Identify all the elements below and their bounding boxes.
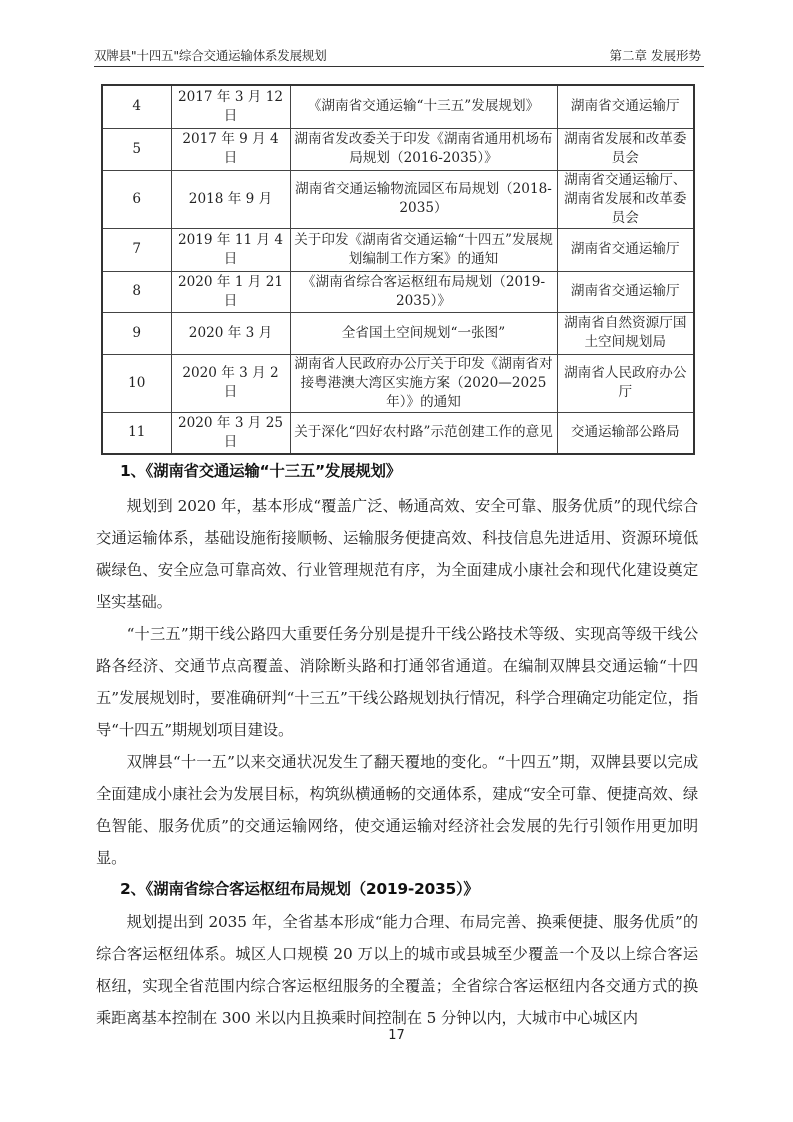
table-row — [102, 412, 694, 454]
row-date: 2020 年 3 月 — [171, 312, 290, 354]
body-paragraph: 规划到 2020 年，基本形成“覆盖广泛、畅通高效、安全可靠、服务优质”的现代综合交通运输体系，基础设施衔接顺畅、运输服务便捷高效、科技信息先进适用、资源环境低碳绿色、安全应急可靠高效、行业管理规范有序，为全面建成小康社会和现代化建设奠定坚实基础。 — [96, 497, 698, 611]
planning-documents-table — [101, 84, 695, 455]
page-number: 17 — [388, 1028, 405, 1043]
table-row — [102, 271, 694, 312]
section-heading: 1、《湖南省交通运输“十三五”发展规划》 — [120, 462, 401, 480]
row-number: 4 — [102, 85, 171, 128]
body-paragraph: 双牌县“十一五”以来交通状况发生了翻天覆地的变化。“十四五”期，双牌县要以完成全面建成小康社会为发展目标，构筑纵横通畅的交通体系，建成“安全可靠、便捷高效、绿色智能、服务优质”的交通运输网络，使交通运输对经济社会发展的先行引领作用更加明显。 — [96, 753, 698, 867]
row-number: 6 — [102, 170, 171, 228]
running-header-chapter: 第二章 发展形势 — [609, 48, 701, 63]
running-header-title: 双牌县"十四五"综合交通运输体系发展规划 — [94, 48, 327, 63]
header-divider — [94, 66, 704, 67]
table-row — [102, 85, 694, 128]
row-title: 湖南省发改委关于印发《湖南省通用机场布局规划（2016-2035）》 — [290, 128, 557, 170]
row-title: 湖南省交通运输物流园区布局规划（2018-2035） — [290, 170, 557, 228]
row-number: 11 — [102, 412, 171, 454]
row-issuer: 湖南省交通运输厅 — [557, 228, 694, 271]
row-issuer: 湖南省发展和改革委员会 — [557, 128, 694, 170]
row-date: 2019 年 11 月 4 日 — [171, 228, 290, 271]
table-row — [102, 128, 694, 170]
row-issuer: 湖南省自然资源厅国土空间规划局 — [557, 312, 694, 354]
row-issuer: 湖南省交通运输厅、湖南省发展和改革委员会 — [557, 170, 694, 228]
table-row — [102, 354, 694, 412]
row-issuer: 湖南省交通运输厅 — [557, 271, 694, 312]
row-title: 关于深化“四好农村路”示范创建工作的意见 — [290, 412, 557, 454]
row-title: 全省国土空间规划“一张图” — [290, 312, 557, 354]
row-number: 8 — [102, 271, 171, 312]
row-date: 2020 年 3 月 25 日 — [171, 412, 290, 454]
row-date: 2018 年 9 月 — [171, 170, 290, 228]
row-title: 《湖南省综合客运枢纽布局规划（2019-2035）》 — [290, 271, 557, 312]
row-title: 关于印发《湖南省交通运输“十四五”发展规划编制工作方案》的通知 — [290, 228, 557, 271]
table-row — [102, 170, 694, 228]
row-date: 2020 年 1 月 21 日 — [171, 271, 290, 312]
section-heading: 2、《湖南省综合客运枢纽布局规划（2019-2035）》 — [120, 880, 479, 898]
row-number: 10 — [102, 354, 171, 412]
row-issuer: 湖南省交通运输厅 — [557, 85, 694, 128]
row-title: 湖南省人民政府办公厅关于印发《湖南省对接粤港澳大湾区实施方案（2020—2025年）》的通知 — [290, 354, 557, 412]
body-paragraph: “十三五”期干线公路四大重要任务分别是提升干线公路技术等级、实现高等级干线公路各经济、交通节点高覆盖、消除断头路和打通邻省通道。在编制双牌县交通运输“十四五”发展规划时，要准确研判“十三五”干线公路规划执行情况，科学合理确定功能定位，指导“十四五”期规划项目建设。 — [96, 625, 698, 739]
row-number: 5 — [102, 128, 171, 170]
row-date: 2017 年 9 月 4 日 — [171, 128, 290, 170]
body-paragraph: 规划提出到 2035 年，全省基本形成“能力合理、布局完善、换乘便捷、服务优质”的综合客运枢纽体系。城区人口规模 20 万以上的城市或县城至少覆盖一个及以上综合客运枢纽，实现全省范围内综合客运枢纽服务的全覆盖；全省综合客运枢纽内各交通方式的换乘距离基本控制在 300 米以内且换乘时间控制在 5 分钟以内，大城市中心城区内 — [96, 913, 698, 1027]
row-issuer: 交通运输部公路局 — [557, 412, 694, 454]
row-number: 9 — [102, 312, 171, 354]
table-row — [102, 312, 694, 354]
row-issuer: 湖南省人民政府办公厅 — [557, 354, 694, 412]
row-number: 7 — [102, 228, 171, 271]
row-date: 2020 年 3 月 2 日 — [171, 354, 290, 412]
row-date: 2017 年 3 月 12 日 — [171, 85, 290, 128]
row-title: 《湖南省交通运输“十三五”发展规划》 — [290, 85, 557, 128]
table-row — [102, 228, 694, 271]
